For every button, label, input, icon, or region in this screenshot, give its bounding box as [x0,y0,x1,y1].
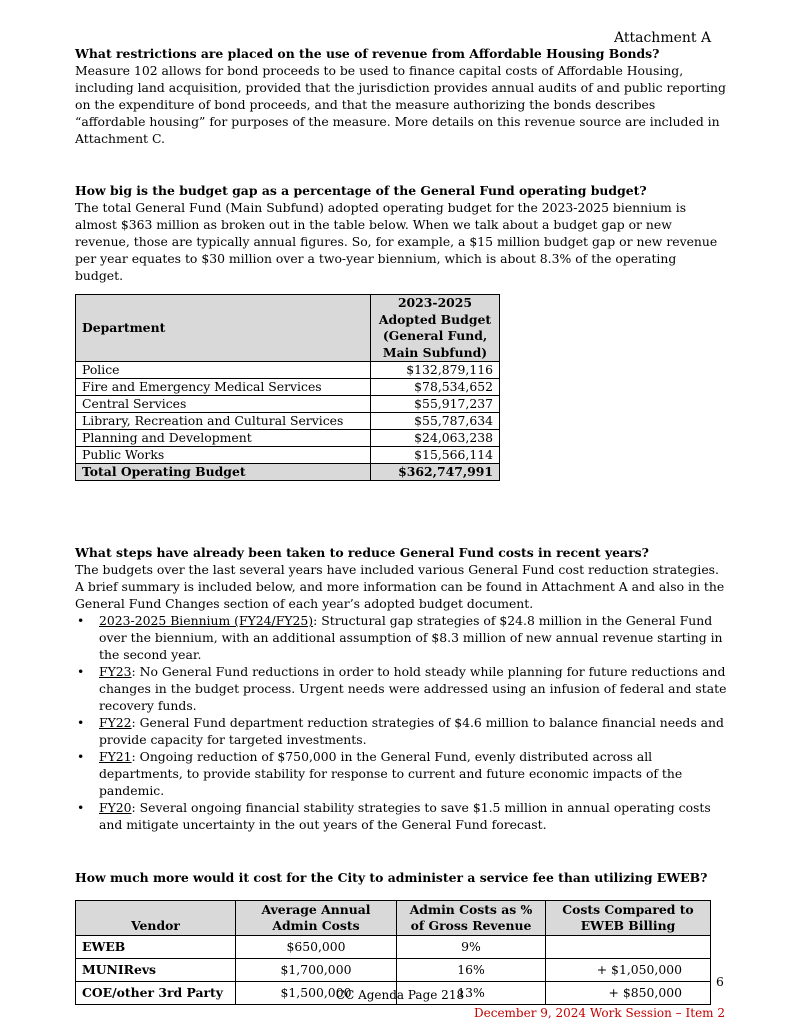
agenda-page-label: CC Agenda Page 218 [335,988,465,1002]
list-item [77,612,727,663]
vendor-compared: + $1,050,000 [546,959,711,982]
vendor-compared [546,936,711,959]
list-item-text: : No General Fund reductions in order to hold steady while planning for future reductions and changes in the budget process. Urgent needs were addressed using an infusion of federal and state recovery funds. [99,664,727,713]
vendor-annual-cost: $1,700,000 [236,959,397,982]
list-item [77,799,727,833]
vendor-header-compared: Costs Compared to EWEB Billing [546,901,711,936]
vendor-header-pct: Admin Costs as % of Gross Revenue [397,901,546,936]
question-cost-reduction: What steps have already been taken to reduce General Fund costs in recent years? [75,545,649,560]
vendor-pct: 13% [397,982,546,1005]
list-item-label: 2023-2025 Biennium (FY24/FY25) [99,613,314,628]
budget-amount: $55,917,237 [371,396,500,413]
list-item-text: : Ongoing reduction of $750,000 in the General Fund, evenly distributed across all departments, to provide stability for response to current and future economic impacts of the pandemic. [99,749,683,798]
budget-department: Fire and Emergency Medical Services [76,379,371,396]
budget-amount: $15,566,114 [371,447,500,464]
question-service-fee-cost: How much more would it cost for the City to administer a service fee than utilizing EWEB? [75,870,708,885]
table-row [76,379,500,396]
question-affordable-housing-bonds: What restrictions are placed on the use of revenue from Affordable Housing Bonds? [75,46,660,61]
vendor-header-annual: Average Annual Admin Costs [236,901,397,936]
budget-department: Planning and Development [76,430,371,447]
table-row [76,430,500,447]
vendor-name: MUNIRevs [76,959,236,982]
bullet-icon: • [77,800,85,815]
list-item [77,663,727,714]
budget-total-amount: $362,747,991 [371,464,500,481]
list-item [77,748,727,799]
vendor-compared: + $850,000 [546,982,711,1005]
vendor-annual-cost: $1,500,000 [236,982,397,1005]
attachment-label: Attachment A [614,30,712,46]
vendor-header-vendor: Vendor [76,901,236,936]
cost-reduction-intro: The budgets over the last several years have included various General Fund cost reduction strategies. A brief summary is included below, and more information can be found in Attachment A and also in the General Fund Changes section of each year’s adopted budget document. [75,562,725,611]
budget-department: Police [76,362,371,379]
list-item-label: FY21 [99,749,132,764]
table-row [76,447,500,464]
table-row [76,936,711,959]
page-number: 6 [716,974,724,989]
bullet-icon: • [77,715,85,730]
vendor-name: EWEB [76,936,236,959]
budget-amount: $55,787,634 [371,413,500,430]
budget-department: Central Services [76,396,371,413]
cost-reduction-list [75,612,727,833]
budget-department: Library, Recreation and Cultural Services [76,413,371,430]
budget-header-amount: 2023-2025 Adopted Budget (General Fund, Main Subfund) [371,295,500,362]
bullet-icon: • [77,613,85,628]
table-row [76,362,500,379]
list-item-label: FY23 [99,664,132,679]
vendor-pct: 9% [397,936,546,959]
work-session-label: December 9, 2024 Work Session – Item 2 [474,1006,725,1020]
budget-amount: $132,879,116 [371,362,500,379]
bullet-icon: • [77,664,85,679]
bullet-icon: • [77,749,85,764]
budget-amount: $78,534,652 [371,379,500,396]
document-body [75,45,727,1005]
answer-budget-gap: The total General Fund (Main Subfund) adopted operating budget for the 2023-2025 biennium is almost $363 million as broken out in the table below. When we talk about a budget gap or new revenue, those are typically annual figures. So, for example, a $15 million budget gap or new revenue per year equates to $30 million over a two-year biennium, which is about 8.3% of the operating budget. [75,200,718,283]
answer-affordable-housing-bonds: Measure 102 allows for bond proceeds to be used to finance capital costs of Affordable Housing, including land acquisition, provided that the jurisdiction provides annual audits of and public reporting on the expenditure of bond proceeds, and that the measure authorizing the bonds describes “affordable housing” for purposes of the measure. More details on this revenue source are included in Attachment C. [75,63,726,146]
vendor-name: COE/other 3rd Party [76,982,236,1005]
table-row [76,959,711,982]
table-row [76,413,500,430]
table-row [76,396,500,413]
list-item-text: : General Fund department reduction strategies of $4.6 million to balance financial needs and provide capacity for targeted investments. [99,715,724,747]
budget-amount: $24,063,238 [371,430,500,447]
list-item-text: : Several ongoing financial stability strategies to save $1.5 million in annual operating costs and mitigate uncertainty in the out years of the General Fund forecast. [99,800,711,832]
list-item-label: FY20 [99,800,132,815]
vendor-pct: 16% [397,959,546,982]
budget-table [75,294,500,481]
budget-header-department: Department [76,295,371,362]
list-item-text: : Structural gap strategies of $24.8 million in the General Fund over the biennium, with an additional assumption of $8.3 million of new annual revenue starting in the second year. [99,613,723,662]
budget-total-label: Total Operating Budget [76,464,371,481]
vendor-annual-cost: $650,000 [236,936,397,959]
budget-total-row [76,464,500,481]
question-budget-gap: How big is the budget gap as a percentage of the General Fund operating budget? [75,183,647,198]
list-item [77,714,727,748]
list-item-label: FY22 [99,715,132,730]
budget-department: Public Works [76,447,371,464]
